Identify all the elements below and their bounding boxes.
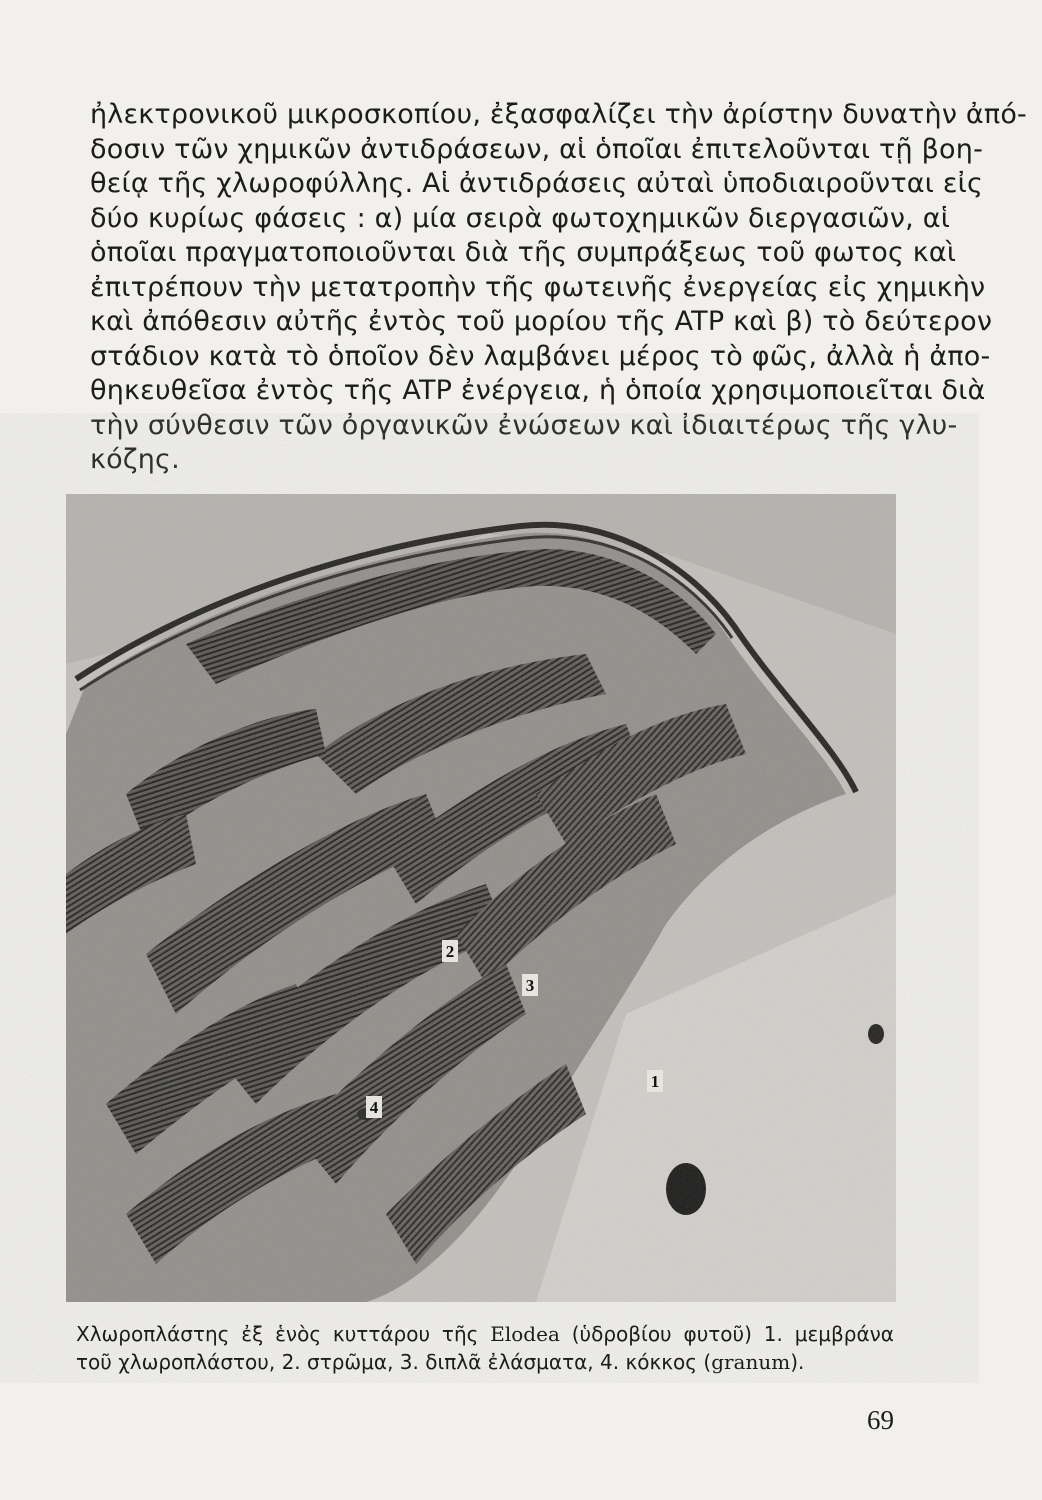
text-line: τὴν σύνθεσιν τῶν ὀργανικῶν ἐνώσεων καὶ ἰδιαιτέρως τῆς γλυ- [90,409,958,441]
chloroplast-micrograph [66,494,896,1302]
text-line: στάδιον κατὰ τὸ ὁποῖον δὲν λαμβάνει μέρος τὸ φῶς, ἀλλὰ ἡ ἀπο- [90,340,991,372]
text-line: ἠλεκτρονικοῦ μικροσκοπίου, ἐξασφαλίζει τὴν ἀρίστην δυνατὴν ἀπό- [90,99,1027,130]
caption-line-1 [76,1320,894,1348]
caption-line-2 [76,1348,894,1376]
text-line: θείᾳ τῆς χλωροφύλλης. Αἱ ἀντιδράσεις αὐταὶ ὑποδιαιροῦνται εἰς [90,168,984,199]
figure-label-2: 2 [445,942,455,961]
caption-text: (ὑδροβίου φυτοῦ) 1. μεμβράνα [559,1322,894,1346]
text-line: κόζης. [90,444,180,475]
text-line: θηκευθεῖσα ἐντὸς τῆς ATP ἐνέργεια, ἡ ὁποία χρησιμοποιεῖται διὰ [90,375,986,406]
caption-text: ). [790,1350,805,1374]
text-line: καὶ ἀπόθεσιν αὐτῆς ἐντὸς τοῦ μορίου τῆς ATP καὶ β) τὸ δεύτερον [90,306,993,337]
caption-latin-term: granum [711,1350,791,1374]
caption-text: τοῦ χλωροπλάστου, 2. στρῶμα, 3. διπλᾶ ἐλάσματα, 4. κόκκος ( [76,1350,712,1374]
figure-label-3: 3 [525,976,535,995]
figure-label-1: 1 [650,1072,660,1091]
caption-species-name: Elodea [490,1322,560,1346]
micrograph-figure [66,494,896,1302]
figure-caption [76,1320,894,1376]
body-paragraph [90,98,1027,478]
caption-text: Χλωροπλάστης ἐξ ἑνὸς κυττάρου τῆς [76,1322,491,1346]
figure-label-4: 4 [369,1098,379,1117]
text-line: δοσιν τῶν χημικῶν ἀντιδράσεων, αἱ ὁποῖαι ἐπιτελοῦνται τῇ βοη- [90,133,984,165]
text-line: ἐπιτρέπουν τὴν μετατροπὴν τῆς φωτεινῆς ἐνεργείας εἰς χημικὴν [90,271,986,303]
text-line: ὁποῖαι πραγματοποιοῦνται διὰ τῆς συμπράξεως τοῦ φωτος καὶ [90,237,957,268]
text-line: δύο κυρίως φάσεις : α) μία σειρὰ φωτοχημικῶν διεργασιῶν, αἱ [90,202,951,234]
page-number: 69 [867,1405,894,1435]
